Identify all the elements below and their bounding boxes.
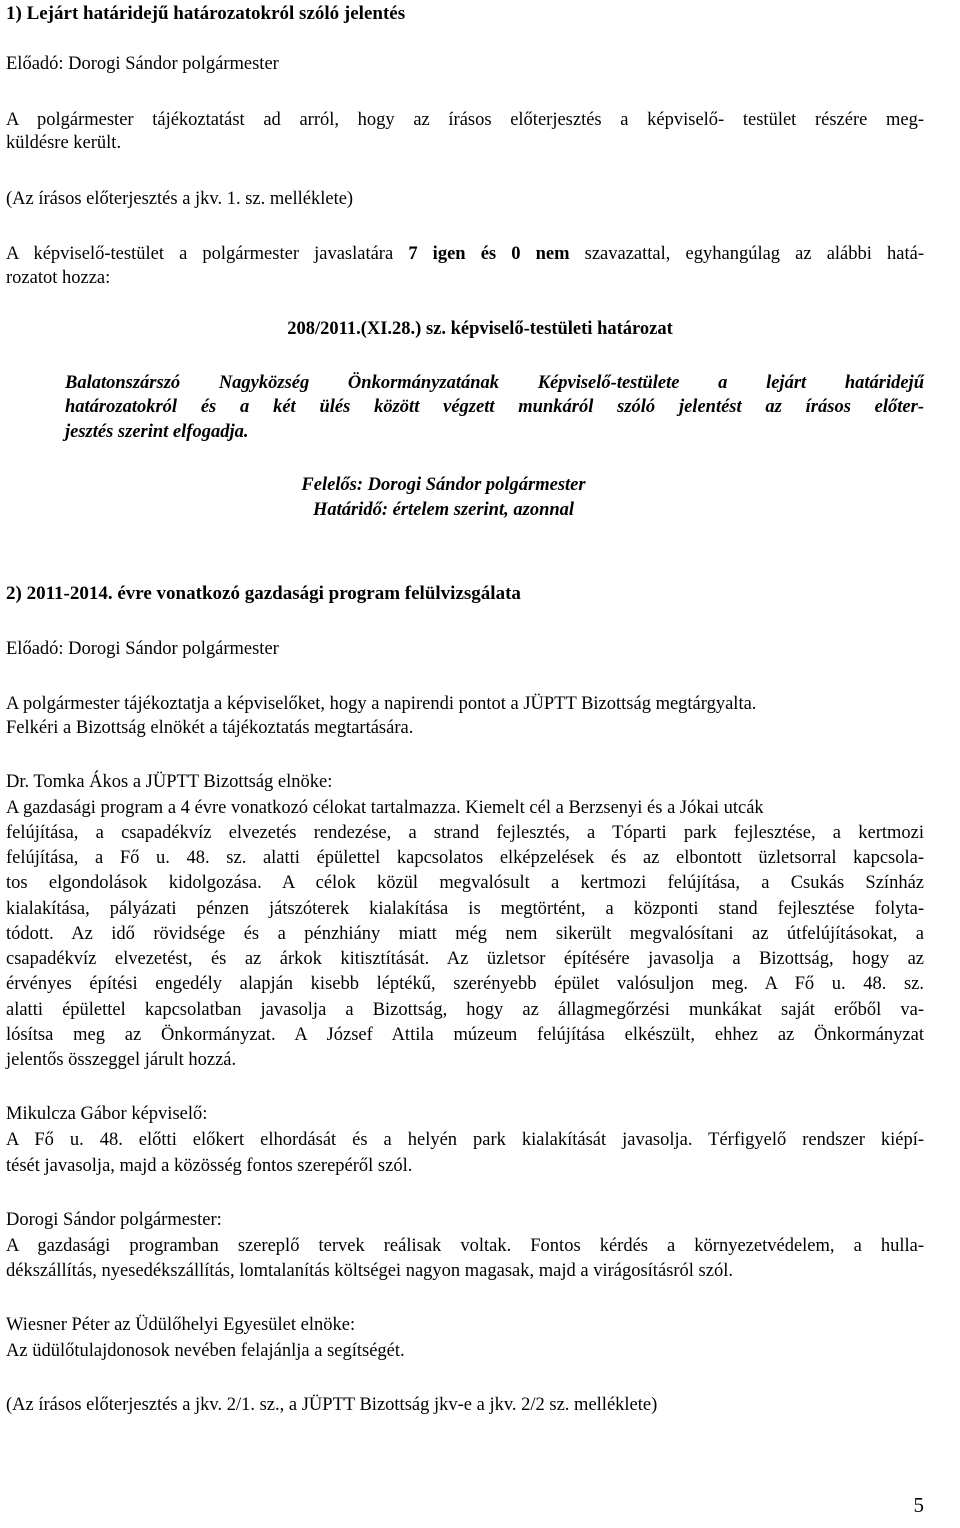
section1-info-line2: küldésre került.: [6, 133, 122, 153]
section2-speaker: Előadó: Dorogi Sándor polgármester: [6, 639, 279, 659]
section1-heading: 1) Lejárt határidejű határozatokról szóló jelentés: [6, 3, 406, 24]
vote-text-post: szavazattal, egyhangúlag az alábbi hatá-: [569, 244, 924, 264]
section1-attachment: (Az írásos előterjesztés a jkv. 1. sz. melléklete): [6, 189, 354, 209]
wiesner-label: Wiesner Péter az Üdülőhelyi Egyesület elnöke:: [6, 1315, 356, 1335]
resolution-responsible: Felelős: Dorogi Sándor polgármester: [301, 475, 586, 495]
page-number: 5: [913, 1493, 924, 1517]
dorogi-line: dékszállítás, nyesedékszállítás, lomtalanítás költségei nagyon magasak, majd a virágosításról szól.: [6, 1261, 733, 1281]
vote-count: 7 igen és 0 nem: [408, 244, 570, 264]
tomka-line: felújítása, a csapadékvíz elvezetés rendezése, a strand fejlesztés, a Tóparti park fejlesztése, a kertmozi: [6, 823, 924, 843]
tomka-line: kialakítása, pályázati pénzen játszóterek kialakítása is megtörtént, a központi stand fejlesztése folyta-: [6, 899, 924, 919]
mikulcza-label: Mikulcza Gábor képviselő:: [6, 1104, 208, 1124]
resolution-title: 208/2011.(XI.28.) sz. képviselő-testületi határozat: [287, 319, 673, 339]
mikulcza-line: A Fő u. 48. előtti előkert elhordását és a helyén park kialakítását javasolja. Térfigyelő rendszer kiépí-: [6, 1130, 924, 1150]
dorogi-line: A gazdasági programban szereplő tervek reálisak voltak. Fontos kérdés a környezetvédelem, a hulla-: [6, 1236, 924, 1256]
section1-speaker: Előadó: Dorogi Sándor polgármester: [6, 54, 279, 74]
tomka-line: jelentős összeggel járult hozzá.: [6, 1050, 237, 1070]
section2-heading: 2) 2011-2014. évre vonatkozó gazdasági program felülvizsgálata: [6, 583, 521, 604]
tomka-line: csapadékvíz elvezetést, és az árkok kitisztítását. Az üzletsor építésére javasolja a Bizottság, hogy az: [6, 949, 924, 969]
tomka-line: alatti épülettel kapcsolatban javasolja a Bizottság, hogy az állagmegőrzési munkákat saját erőből va-: [6, 1000, 924, 1020]
section2-info-line2: Felkéri a Bizottság elnökét a tájékoztatás megtartására.: [6, 718, 414, 738]
resolution-line3: jesztés szerint elfogadja.: [65, 422, 249, 442]
dorogi-label: Dorogi Sándor polgármester:: [6, 1210, 222, 1230]
tomka-label: Dr. Tomka Ákos a JÜPTT Bizottság elnöke:: [6, 772, 333, 792]
section1-vote-line1: [6, 241, 924, 267]
section2-attachment: (Az írásos előterjesztés a jkv. 2/1. sz., a JÜPTT Bizottság jkv-e a jkv. 2/2 sz. melléklete): [6, 1395, 658, 1415]
section1-info-line1: A polgármester tájékoztatást ad arról, hogy az írásos előterjesztés a képviselő- testület részére meg-: [6, 110, 924, 130]
section2-info-line1: A polgármester tájékoztatja a képviselőket, hogy a napirendi pontot a JÜPTT Bizottság megtárgyalta.: [6, 694, 757, 714]
resolution-deadline: Határidő: értelem szerint, azonnal: [312, 500, 575, 520]
tomka-line: lósítsa meg az Önkormányzat. A József Attila múzeum felújítása elkészült, ehhez az Önkormányzat: [6, 1025, 924, 1045]
section1-vote-line2: rozatot hozza:: [6, 268, 111, 288]
resolution-line2: határozatokról és a két ülés között végzett munkáról szóló jelentést az írásos előter-: [65, 397, 924, 417]
vote-text-pre: A képviselő-testület a polgármester javaslatára: [6, 244, 409, 264]
resolution-line1: Balatonszárszó Nagyközség Önkormányzatának Képviselő-testülete a lejárt határidejű: [65, 373, 924, 393]
wiesner-line: Az üdülőtulajdonosok nevében felajánlja a segítségét.: [6, 1341, 405, 1361]
tomka-line: érvényes építési engedély alapján kisebb léptékű, szerényebb épület valósuljon meg. A Fő u. 48. sz.: [6, 974, 924, 994]
mikulcza-line: tését javasolja, majd a közösség fontos szerepéről szól.: [6, 1156, 413, 1176]
tomka-line: tos elgondolások kidolgozása. A célok közül megvalósult a kertmozi felújítása, a Csukás Színház: [6, 873, 924, 893]
tomka-line: tódott. Az idő rövidsége és a pénzhiány miatt még nem sikerült megvalósítani az útfelújításokat, a: [6, 924, 924, 944]
tomka-line: A gazdasági program a 4 évre vonatkozó célokat tartalmazza. Kiemelt cél a Berzsenyi és a Jókai utcák: [6, 798, 764, 818]
tomka-line: felújítása, a Fő u. 48. sz. alatti épülettel kapcsolatos elképzelések és az elbontott üzletsorral kapcsola-: [6, 848, 924, 868]
